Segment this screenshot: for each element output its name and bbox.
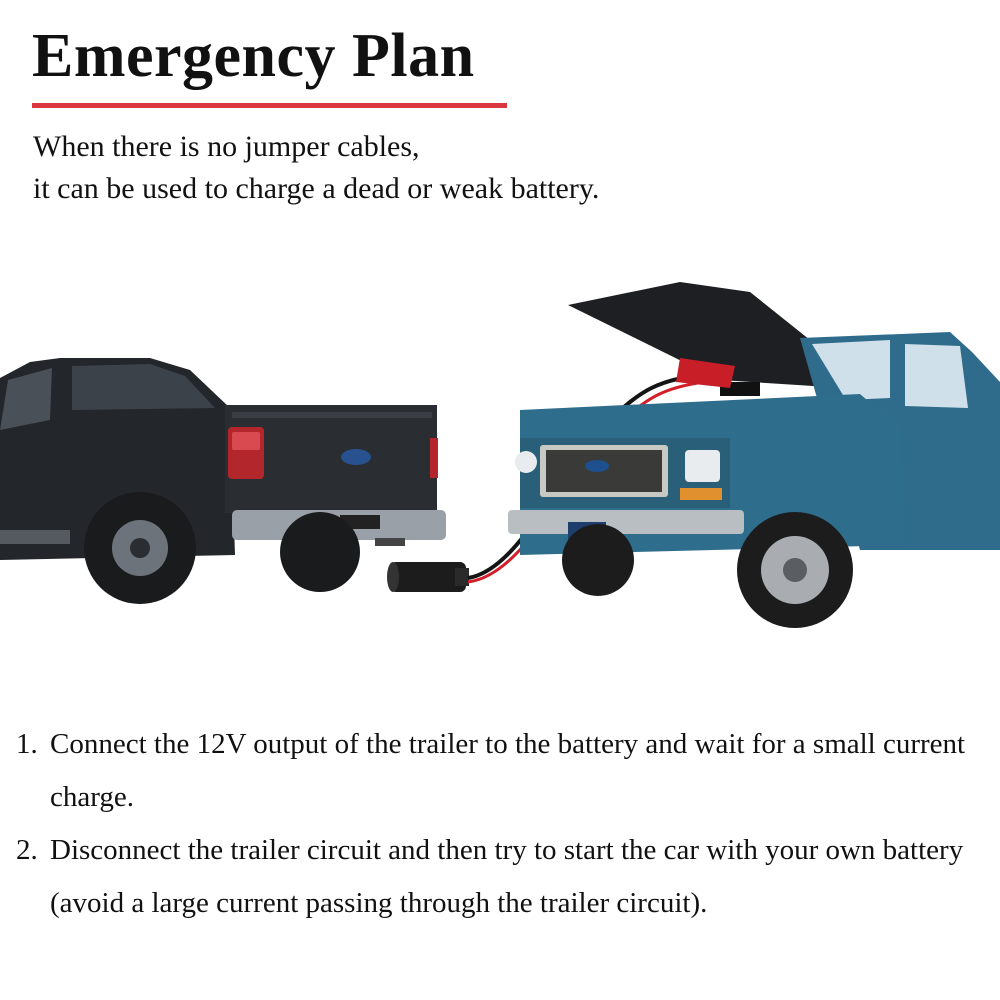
- trailer-plug-connector: [387, 562, 469, 592]
- page-title: Emergency Plan: [32, 22, 475, 90]
- step-item: [16, 824, 996, 930]
- illustration: [0, 270, 1000, 650]
- intro-line-1: When there is no jumper cables,: [33, 130, 420, 163]
- blue-pickup-truck-hood-open: [508, 282, 1000, 628]
- intro-text: [33, 126, 599, 210]
- title-underline: [32, 103, 507, 108]
- intro-line-2: it can be used to charge a dead or weak battery.: [33, 172, 600, 205]
- black-pickup-truck: [0, 358, 446, 604]
- steps-list: [16, 718, 996, 930]
- step-number: 2.: [16, 834, 38, 866]
- step-item: [16, 718, 996, 824]
- step-text: Disconnect the trailer circuit and then try to start the car with your own battery (avoid a large current passing through the trailer circuit).: [50, 834, 964, 919]
- step-number: 1.: [16, 728, 38, 760]
- step-text: Connect the 12V output of the trailer to the battery and wait for a small current charge.: [50, 728, 966, 813]
